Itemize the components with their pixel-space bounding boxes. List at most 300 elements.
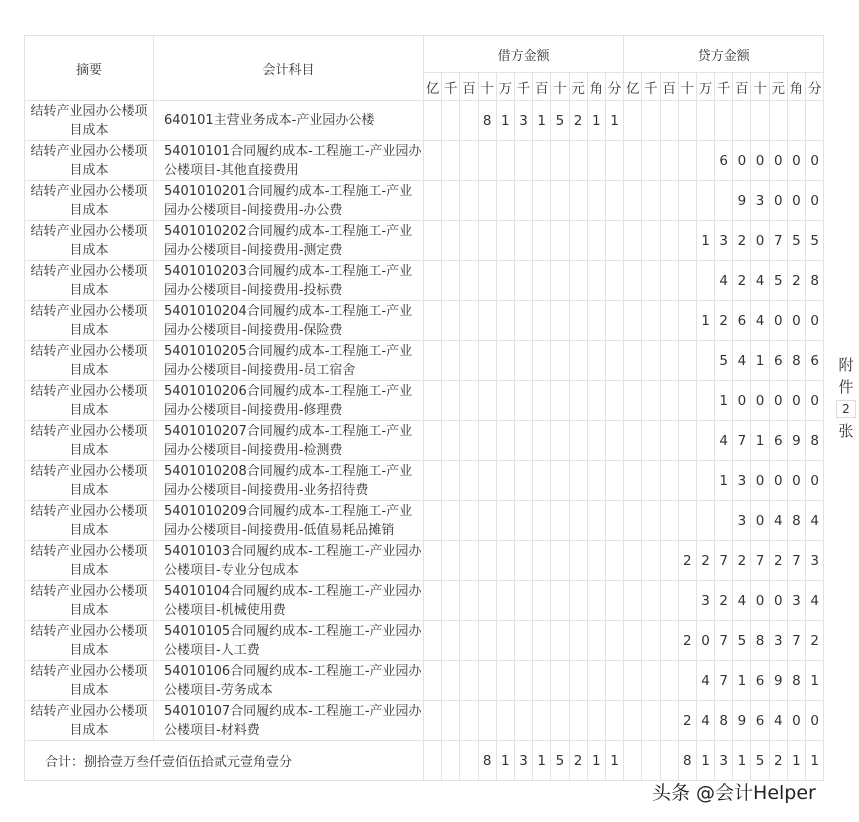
credit-digit-cell: 4 — [733, 581, 751, 621]
table-row — [25, 461, 824, 501]
credit-digit-cell — [642, 101, 660, 141]
debit-digit-cell — [605, 701, 623, 741]
debit-digit-cell — [587, 261, 605, 301]
debit-total-digit-cell: 1 — [496, 741, 514, 781]
credit-unit-header: 亿 — [624, 73, 642, 101]
debit-digit-cell — [533, 541, 551, 581]
credit-digit-cell: 0 — [751, 581, 769, 621]
debit-total-digit-cell: 1 — [605, 741, 623, 781]
debit-digit-cell — [587, 381, 605, 421]
debit-digit-cell — [587, 301, 605, 341]
credit-digit-cell: 0 — [733, 141, 751, 181]
credit-digit-cell: 4 — [715, 261, 733, 301]
credit-digit-cell: 9 — [733, 181, 751, 221]
credit-digit-cell — [678, 141, 696, 181]
credit-digit-cell — [660, 221, 678, 261]
credit-digit-cell: 1 — [696, 221, 714, 261]
credit-digit-cell: 3 — [733, 461, 751, 501]
debit-digit-cell — [514, 701, 532, 741]
debit-unit-header: 亿 — [424, 73, 442, 101]
debit-digit-cell — [551, 701, 569, 741]
credit-digit-cell: 4 — [715, 421, 733, 461]
credit-digit-cell — [660, 701, 678, 741]
debit-digit-cell — [496, 501, 514, 541]
credit-digit-cell: 8 — [787, 341, 805, 381]
debit-digit-cell — [442, 541, 460, 581]
credit-digit-cell — [624, 141, 642, 181]
account-cell: 5401010203合同履约成本-工程施工-产业园办公楼项目-间接费用-投标费 — [154, 261, 424, 301]
debit-digit-cell: 3 — [514, 101, 532, 141]
credit-digit-cell: 3 — [806, 541, 824, 581]
account-cell: 5401010202合同履约成本-工程施工-产业园办公楼项目-间接费用-测定费 — [154, 221, 424, 261]
debit-digit-cell — [605, 181, 623, 221]
credit-digit-cell: 3 — [787, 581, 805, 621]
credit-digit-cell — [642, 261, 660, 301]
debit-digit-cell — [605, 221, 623, 261]
credit-digit-cell: 4 — [696, 661, 714, 701]
debit-digit-cell — [605, 381, 623, 421]
credit-total-digit-cell: 3 — [715, 741, 733, 781]
debit-digit-cell — [533, 581, 551, 621]
debit-digit-cell — [587, 541, 605, 581]
debit-digit-cell — [569, 581, 587, 621]
credit-total-digit-cell: 1 — [733, 741, 751, 781]
debit-digit-cell — [533, 341, 551, 381]
credit-digit-cell — [624, 661, 642, 701]
credit-digit-cell — [678, 501, 696, 541]
debit-total-digit-cell — [460, 741, 478, 781]
table-row — [25, 141, 824, 181]
debit-digit-cell — [551, 181, 569, 221]
credit-digit-cell: 4 — [806, 501, 824, 541]
debit-total-digit-cell: 5 — [551, 741, 569, 781]
credit-digit-cell — [624, 701, 642, 741]
credit-digit-cell: 2 — [715, 301, 733, 341]
credit-digit-cell: 0 — [806, 701, 824, 741]
debit-digit-cell — [496, 581, 514, 621]
credit-digit-cell — [624, 101, 642, 141]
debit-digit-cell — [569, 661, 587, 701]
credit-digit-cell — [696, 341, 714, 381]
credit-digit-cell — [660, 141, 678, 181]
debit-digit-cell: 1 — [605, 101, 623, 141]
debit-digit-cell — [605, 461, 623, 501]
credit-digit-cell — [642, 141, 660, 181]
credit-digit-cell: 5 — [733, 621, 751, 661]
debit-digit-cell — [424, 261, 442, 301]
credit-digit-cell — [624, 581, 642, 621]
credit-digit-cell — [660, 421, 678, 461]
debit-digit-cell — [442, 141, 460, 181]
debit-digit-cell — [478, 701, 496, 741]
debit-digit-cell — [569, 301, 587, 341]
credit-digit-cell: 1 — [806, 661, 824, 701]
debit-digit-cell — [478, 181, 496, 221]
credit-digit-cell — [624, 501, 642, 541]
credit-digit-cell — [642, 421, 660, 461]
debit-digit-cell — [605, 661, 623, 701]
credit-digit-cell: 2 — [696, 541, 714, 581]
credit-digit-cell: 6 — [806, 341, 824, 381]
credit-digit-cell: 5 — [715, 341, 733, 381]
debit-digit-cell — [442, 221, 460, 261]
credit-digit-cell — [624, 221, 642, 261]
debit-digit-cell — [551, 661, 569, 701]
debit-digit-cell — [551, 381, 569, 421]
credit-digit-cell: 0 — [806, 381, 824, 421]
debit-digit-cell — [533, 301, 551, 341]
credit-digit-cell: 0 — [787, 381, 805, 421]
account-cell: 5401010208合同履约成本-工程施工-产业园办公楼项目-间接费用-业务招待费 — [154, 461, 424, 501]
credit-unit-header: 百 — [660, 73, 678, 101]
debit-digit-cell — [460, 541, 478, 581]
debit-digit-cell — [569, 141, 587, 181]
summary-cell: 结转产业园办公楼项目成本 — [25, 301, 154, 341]
credit-digit-cell: 2 — [678, 541, 696, 581]
attachment-count-input[interactable]: 2 — [836, 400, 856, 418]
debit-digit-cell: 8 — [478, 101, 496, 141]
credit-digit-cell: 4 — [751, 261, 769, 301]
debit-total-digit-cell: 2 — [569, 741, 587, 781]
credit-digit-cell — [733, 101, 751, 141]
credit-digit-cell: 8 — [787, 661, 805, 701]
debit-digit-cell — [605, 621, 623, 661]
credit-digit-cell — [715, 101, 733, 141]
debit-digit-cell — [587, 181, 605, 221]
credit-digit-cell: 0 — [769, 581, 787, 621]
debit-digit-cell — [533, 621, 551, 661]
credit-digit-cell — [678, 381, 696, 421]
debit-digit-cell — [424, 141, 442, 181]
credit-digit-cell — [678, 661, 696, 701]
debit-digit-cell — [496, 621, 514, 661]
credit-unit-header: 十 — [751, 73, 769, 101]
credit-digit-cell — [678, 261, 696, 301]
credit-digit-cell: 0 — [806, 301, 824, 341]
debit-digit-cell — [442, 101, 460, 141]
credit-digit-cell: 7 — [733, 421, 751, 461]
credit-digit-cell: 7 — [715, 621, 733, 661]
table-row — [25, 501, 824, 541]
credit-digit-cell — [642, 381, 660, 421]
debit-digit-cell — [478, 501, 496, 541]
credit-digit-cell — [769, 101, 787, 141]
debit-digit-cell — [533, 381, 551, 421]
credit-digit-cell: 3 — [751, 181, 769, 221]
debit-unit-header: 角 — [587, 73, 605, 101]
credit-digit-cell: 1 — [696, 301, 714, 341]
debit-digit-cell — [460, 621, 478, 661]
summary-cell: 结转产业园办公楼项目成本 — [25, 141, 154, 181]
table-row — [25, 341, 824, 381]
header-credit: 贷方金额 — [624, 36, 824, 73]
debit-digit-cell — [460, 261, 478, 301]
debit-digit-cell — [424, 661, 442, 701]
debit-digit-cell — [424, 501, 442, 541]
debit-digit-cell — [605, 261, 623, 301]
debit-digit-cell — [496, 181, 514, 221]
credit-digit-cell: 0 — [787, 301, 805, 341]
credit-digit-cell — [642, 621, 660, 661]
debit-digit-cell — [478, 261, 496, 301]
credit-digit-cell — [642, 661, 660, 701]
debit-unit-header: 千 — [442, 73, 460, 101]
debit-unit-header: 十 — [478, 73, 496, 101]
credit-digit-cell: 8 — [787, 501, 805, 541]
summary-cell: 结转产业园办公楼项目成本 — [25, 701, 154, 741]
credit-digit-cell: 5 — [787, 221, 805, 261]
debit-digit-cell — [514, 381, 532, 421]
debit-digit-cell — [460, 301, 478, 341]
attachment-label-2: 件 — [838, 378, 854, 396]
table-row — [25, 381, 824, 421]
credit-digit-cell: 0 — [769, 141, 787, 181]
debit-digit-cell — [514, 621, 532, 661]
debit-digit-cell — [478, 621, 496, 661]
credit-digit-cell: 1 — [715, 381, 733, 421]
debit-digit-cell — [551, 301, 569, 341]
summary-cell: 结转产业园办公楼项目成本 — [25, 501, 154, 541]
debit-digit-cell — [569, 621, 587, 661]
credit-total-digit-cell: 8 — [678, 741, 696, 781]
debit-digit-cell — [496, 221, 514, 261]
debit-digit-cell — [478, 141, 496, 181]
credit-total-digit-cell — [642, 741, 660, 781]
credit-digit-cell — [678, 101, 696, 141]
credit-digit-cell: 0 — [806, 461, 824, 501]
debit-digit-cell — [442, 581, 460, 621]
debit-digit-cell — [514, 581, 532, 621]
debit-digit-cell — [551, 221, 569, 261]
attachment-unit: 张 — [838, 422, 854, 440]
credit-unit-header: 百 — [733, 73, 751, 101]
debit-digit-cell — [514, 181, 532, 221]
credit-digit-cell: 0 — [787, 181, 805, 221]
debit-digit-cell — [551, 141, 569, 181]
debit-digit-cell — [442, 501, 460, 541]
credit-digit-cell — [696, 381, 714, 421]
debit-digit-cell: 1 — [587, 101, 605, 141]
credit-digit-cell — [696, 181, 714, 221]
credit-digit-cell: 2 — [733, 221, 751, 261]
account-cell: 54010103合同履约成本-工程施工-产业园办公楼项目-专业分包成本 — [154, 541, 424, 581]
credit-digit-cell — [678, 581, 696, 621]
credit-digit-cell: 2 — [733, 541, 751, 581]
credit-digit-cell: 2 — [806, 621, 824, 661]
debit-digit-cell — [551, 341, 569, 381]
summary-cell: 结转产业园办公楼项目成本 — [25, 541, 154, 581]
debit-digit-cell — [514, 421, 532, 461]
summary-cell: 结转产业园办公楼项目成本 — [25, 381, 154, 421]
credit-digit-cell: 9 — [769, 661, 787, 701]
credit-digit-cell — [806, 101, 824, 141]
credit-digit-cell — [696, 141, 714, 181]
debit-digit-cell — [587, 141, 605, 181]
credit-digit-cell: 2 — [787, 261, 805, 301]
debit-digit-cell — [569, 341, 587, 381]
credit-digit-cell: 3 — [715, 221, 733, 261]
account-cell: 5401010207合同履约成本-工程施工-产业园办公楼项目-间接费用-检测费 — [154, 421, 424, 461]
credit-digit-cell — [660, 101, 678, 141]
credit-digit-cell — [642, 501, 660, 541]
debit-total-digit-cell: 1 — [587, 741, 605, 781]
debit-digit-cell — [460, 221, 478, 261]
credit-digit-cell — [678, 181, 696, 221]
debit-digit-cell — [569, 501, 587, 541]
debit-digit-cell — [569, 261, 587, 301]
debit-digit-cell — [496, 701, 514, 741]
debit-digit-cell — [569, 221, 587, 261]
debit-digit-cell: 1 — [496, 101, 514, 141]
debit-unit-header: 百 — [460, 73, 478, 101]
credit-unit-header: 十 — [678, 73, 696, 101]
debit-digit-cell — [569, 541, 587, 581]
credit-digit-cell: 3 — [733, 501, 751, 541]
debit-digit-cell — [478, 221, 496, 261]
debit-digit-cell — [569, 461, 587, 501]
credit-digit-cell: 0 — [733, 381, 751, 421]
debit-digit-cell — [587, 701, 605, 741]
debit-digit-cell — [424, 621, 442, 661]
credit-digit-cell — [696, 261, 714, 301]
summary-cell: 结转产业园办公楼项目成本 — [25, 461, 154, 501]
debit-unit-header: 分 — [605, 73, 623, 101]
credit-digit-cell: 4 — [769, 501, 787, 541]
credit-total-digit-cell: 1 — [696, 741, 714, 781]
debit-digit-cell — [514, 261, 532, 301]
debit-digit-cell — [460, 421, 478, 461]
debit-digit-cell — [514, 501, 532, 541]
credit-digit-cell: 6 — [751, 661, 769, 701]
credit-total-digit-cell: 5 — [751, 741, 769, 781]
credit-digit-cell: 2 — [733, 261, 751, 301]
debit-digit-cell — [496, 541, 514, 581]
debit-digit-cell — [442, 261, 460, 301]
credit-digit-cell — [660, 261, 678, 301]
credit-unit-header: 角 — [787, 73, 805, 101]
debit-digit-cell — [551, 421, 569, 461]
credit-total-digit-cell: 1 — [806, 741, 824, 781]
credit-digit-cell: 1 — [715, 461, 733, 501]
debit-digit-cell: 1 — [533, 101, 551, 141]
credit-digit-cell — [660, 301, 678, 341]
debit-digit-cell — [442, 461, 460, 501]
credit-digit-cell: 6 — [769, 421, 787, 461]
credit-digit-cell: 4 — [696, 701, 714, 741]
debit-total-digit-cell: 3 — [514, 741, 532, 781]
debit-digit-cell — [442, 621, 460, 661]
credit-digit-cell — [624, 541, 642, 581]
debit-digit-cell — [478, 301, 496, 341]
debit-digit-cell — [478, 661, 496, 701]
debit-digit-cell — [478, 341, 496, 381]
credit-digit-cell: 7 — [715, 661, 733, 701]
debit-digit-cell — [460, 501, 478, 541]
debit-digit-cell — [587, 341, 605, 381]
account-cell: 54010106合同履约成本-工程施工-产业园办公楼项目-劳务成本 — [154, 661, 424, 701]
credit-digit-cell: 0 — [751, 501, 769, 541]
account-cell: 54010104合同履约成本-工程施工-产业园办公楼项目-机械使用费 — [154, 581, 424, 621]
debit-digit-cell — [496, 421, 514, 461]
credit-digit-cell — [624, 461, 642, 501]
debit-digit-cell — [460, 461, 478, 501]
debit-digit-cell — [424, 421, 442, 461]
credit-digit-cell: 1 — [751, 421, 769, 461]
debit-total-digit-cell: 1 — [533, 741, 551, 781]
debit-unit-header: 百 — [533, 73, 551, 101]
credit-unit-header: 万 — [696, 73, 714, 101]
debit-unit-header: 千 — [514, 73, 532, 101]
credit-digit-cell — [642, 181, 660, 221]
table-row — [25, 301, 824, 341]
credit-digit-cell: 8 — [715, 701, 733, 741]
debit-digit-cell — [496, 381, 514, 421]
credit-digit-cell: 4 — [751, 301, 769, 341]
credit-digit-cell — [787, 101, 805, 141]
debit-digit-cell — [496, 461, 514, 501]
debit-digit-cell — [551, 581, 569, 621]
debit-total-digit-cell: 8 — [478, 741, 496, 781]
debit-digit-cell — [533, 421, 551, 461]
debit-digit-cell — [605, 341, 623, 381]
summary-cell: 结转产业园办公楼项目成本 — [25, 181, 154, 221]
debit-unit-header: 元 — [569, 73, 587, 101]
credit-digit-cell: 0 — [787, 141, 805, 181]
table-row — [25, 701, 824, 741]
debit-digit-cell — [533, 141, 551, 181]
summary-cell: 结转产业园办公楼项目成本 — [25, 341, 154, 381]
summary-cell: 结转产业园办公楼项目成本 — [25, 661, 154, 701]
debit-digit-cell — [460, 341, 478, 381]
credit-digit-cell — [678, 341, 696, 381]
debit-digit-cell — [424, 301, 442, 341]
credit-digit-cell: 1 — [733, 661, 751, 701]
debit-digit-cell — [587, 621, 605, 661]
credit-digit-cell — [642, 581, 660, 621]
table-row — [25, 261, 824, 301]
credit-digit-cell: 7 — [715, 541, 733, 581]
account-cell: 54010105合同履约成本-工程施工-产业园办公楼项目-人工费 — [154, 621, 424, 661]
debit-digit-cell — [442, 421, 460, 461]
credit-digit-cell — [715, 501, 733, 541]
debit-digit-cell — [478, 541, 496, 581]
credit-digit-cell: 5 — [806, 221, 824, 261]
debit-total-digit-cell — [442, 741, 460, 781]
credit-digit-cell: 8 — [806, 261, 824, 301]
credit-unit-header: 元 — [769, 73, 787, 101]
credit-unit-header: 分 — [806, 73, 824, 101]
account-cell: 5401010201合同履约成本-工程施工-产业园办公楼项目-间接费用-办公费 — [154, 181, 424, 221]
total-label: 合计：捌拾壹万叁仟壹佰伍拾贰元壹角壹分 — [25, 741, 424, 781]
credit-digit-cell: 6 — [769, 341, 787, 381]
credit-digit-cell: 0 — [769, 381, 787, 421]
summary-cell: 结转产业园办公楼项目成本 — [25, 621, 154, 661]
summary-cell: 结转产业园办公楼项目成本 — [25, 421, 154, 461]
credit-digit-cell: 3 — [769, 621, 787, 661]
debit-digit-cell: 5 — [551, 101, 569, 141]
credit-digit-cell — [642, 301, 660, 341]
header-summary: 摘要 — [25, 36, 154, 101]
total-row — [25, 741, 824, 781]
debit-digit-cell — [533, 661, 551, 701]
debit-digit-cell — [442, 181, 460, 221]
debit-digit-cell — [605, 541, 623, 581]
credit-digit-cell: 6 — [751, 701, 769, 741]
credit-total-digit-cell: 1 — [787, 741, 805, 781]
debit-digit-cell — [496, 661, 514, 701]
credit-digit-cell — [678, 461, 696, 501]
table-row — [25, 421, 824, 461]
